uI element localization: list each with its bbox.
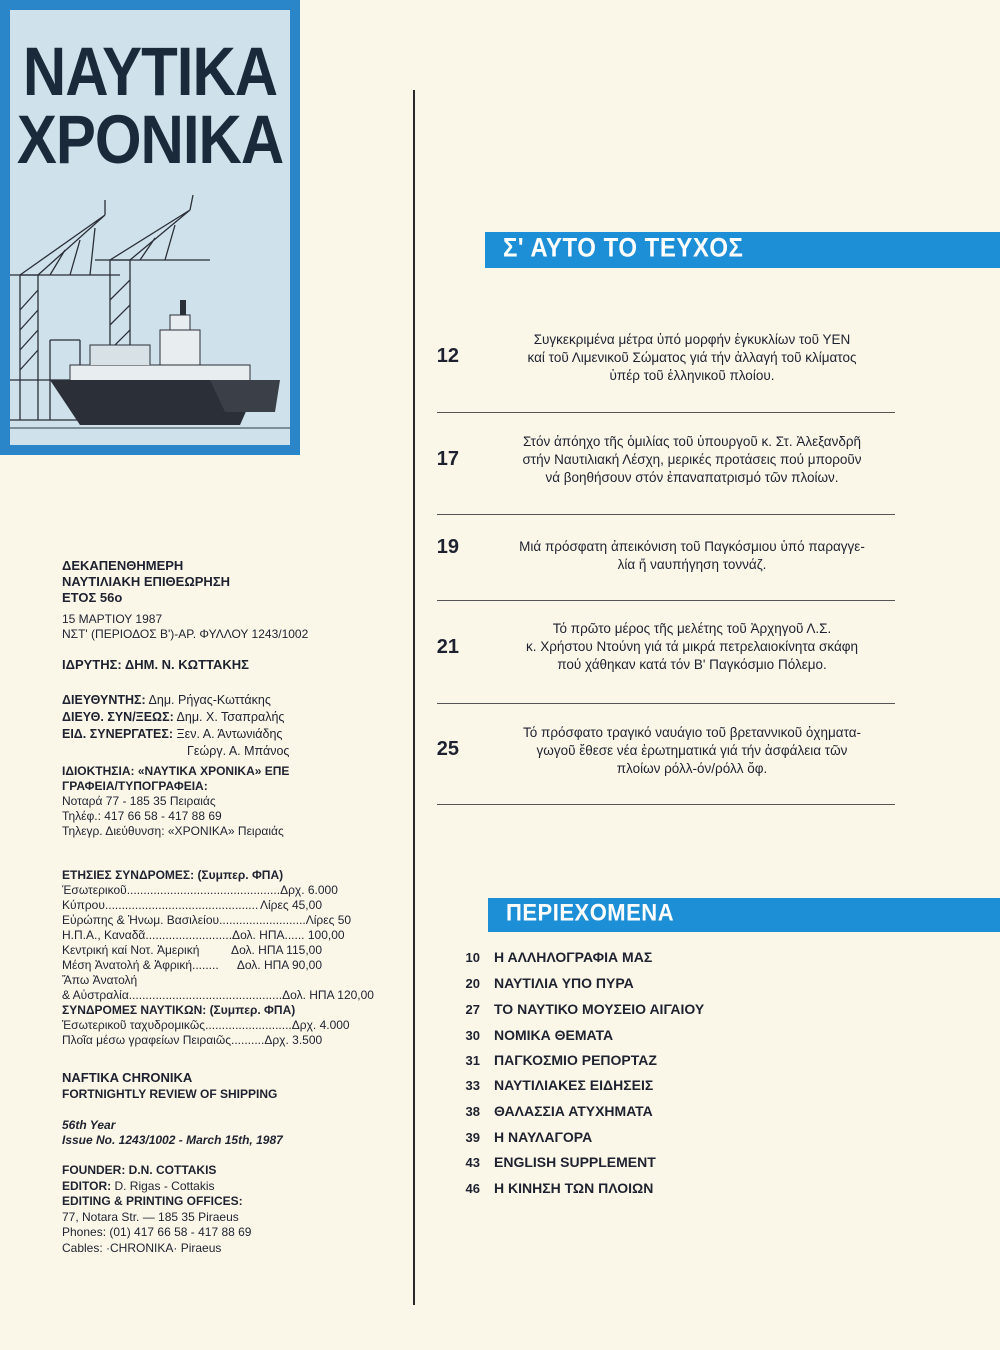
toc-entry: ENGLISH SUPPLEMENT — [494, 1154, 656, 1170]
pub-line: ΔΕΚΑΠΕΝΘΗΜΕΡΗ — [62, 558, 184, 573]
toc-page: 30 — [465, 1028, 480, 1043]
article-page-number: 17 — [436, 448, 459, 470]
issue-number: ΝΣΤ' (ΠΕΡΙΟΔΟΣ Β')-ΑΡ. ΦΥΛΛΟΥ 1243/1002 — [62, 627, 309, 641]
office-cable: Τηλεγρ. Διεύθυνση: «ΧΡΟΝΙΚΑ» Πειραιάς — [62, 824, 284, 838]
masthead-cover — [0, 0, 300, 455]
toc-page: 27 — [465, 1002, 480, 1017]
subs-row: Εὐρώπης & Ἡνωμ. Βασιλείου .......................... Λίρες 50 — [62, 913, 352, 927]
article-rule — [437, 703, 895, 704]
article-rule — [437, 600, 895, 601]
subscriptions-block — [62, 868, 374, 1048]
toc-page: 33 — [465, 1078, 480, 1093]
en-offices: EDITING & PRINTING OFFICES: — [62, 1194, 243, 1208]
subs-row: Ἄπω Ἀνατολή — [62, 973, 138, 987]
founder-line: ΙΔΡΥΤΗΣ: ΔΗΜ. Ν. ΚΩΤΤΑΚΗΣ — [62, 657, 249, 672]
article-summary: Τό πρόσφατο τραγικό ναυάγιο τοῦ βρεταννικοῦ ὀχηματα- γωγοῦ ἔθεσε νέα ἐρωτηματικά γιά τήν ἀσφάλεια τῶν πλοίων ρόλλ-όν/ρόλλ ὄφ. — [522, 725, 862, 776]
article-page-number: 12 — [436, 345, 459, 367]
toc-page: 38 — [465, 1104, 480, 1119]
en-credits-block — [62, 1163, 362, 1256]
en-founder: FOUNDER: D.N. COTTAKIS — [62, 1163, 217, 1177]
en-cables: Cables: ·CHRONIKA· Piraeus — [62, 1240, 222, 1255]
subs-row: Μέση Ἀνατολή & Ἀφρική ........ Δολ. ΗΠΑ 90,00 — [62, 958, 322, 972]
staff-row: Γεώργ. Α. Μπάνος — [187, 744, 290, 758]
toc-entry: ΝΑΥΤΙΛΙΑ ΥΠΟ ΠΥΡΑ — [494, 975, 634, 991]
contents-banner — [488, 898, 1000, 932]
en-editor-row: EDITOR: D. Rigas - Cottakis — [62, 1178, 215, 1193]
issue-banner — [485, 232, 1000, 268]
en-phones: Phones: (01) 417 66 58 - 417 88 69 — [62, 1225, 252, 1239]
article-summary: Συγκεκριμένα μέτρα ὑπό μορφήν ἐγκυκλίων τοῦ ΥΕΝ καί τοῦ Λιμενικοῦ Σώματος γιά τήν ἀλλαγή τοῦ κλίματος ὑπέρ τοῦ ἑλληνικοῦ πλοίου. — [527, 332, 857, 383]
article-rule — [437, 804, 895, 805]
offices-title: ΓΡΑΦΕΙΑ/ΤΥΠΟΓΡΑΦΕΙΑ: — [62, 779, 208, 793]
masthead-title-line1: ΝΑΥΤΙΚΑ — [22, 32, 278, 110]
article-page-number: 21 — [436, 636, 459, 658]
staff-row: ΔΙΕΥΘΥΝΤΗΣ: Δημ. Ρήγας-Κωττάκης — [62, 693, 271, 707]
toc-entry: ΤΟ ΝΑΥΤΙΚΟ ΜΟΥΣΕΙΟ ΑΙΓΑΙΟΥ — [494, 1001, 705, 1017]
issue-date: 15 ΜΑΡΤΙΟΥ 1987 — [62, 612, 163, 626]
issue-banner-title: Σ' ΑΥΤΟ ΤΟ ΤΕΥΧΟΣ — [503, 233, 744, 264]
toc-page: 39 — [465, 1130, 480, 1145]
en-issue-block — [62, 1118, 362, 1148]
pub-line: ΝΑΥΤΙΛΙΑΚΗ ΕΠΙΘΕΩΡΗΣΗ — [62, 574, 231, 589]
article-summary: Τό πρῶτο μέρος τῆς μελέτης τοῦ Ἀρχηγοῦ Λ.Σ. κ. Χρήστου Ντούνη γιά τά μικρά πετρελαιοκίνητα σκάφη πού χάθηκαν κατά τόν Β' Παγκόσμιο Πόλεμο. — [525, 621, 859, 672]
article-rule — [437, 412, 895, 413]
article-summary: Στόν ἀπόηχο τῆς ὁμιλίας τοῦ ὑπουργοῦ κ. Στ. Ἀλεξανδρῆ στήν Ναυτιλιακή Λέσχη, μερικές προτάσεις πού μποροῦν νά βοηθήσουν στόν ἐπαναπατρισμό τῶν πλοίων. — [522, 434, 862, 485]
staff-block — [62, 692, 362, 760]
port-ship-illustration — [10, 180, 290, 445]
subs-title: ΕΤΗΣΙΕΣ ΣΥΝΔΡΟΜΕΣ: (Συμπερ. ΦΠΑ) — [62, 868, 284, 882]
column-divider — [413, 90, 415, 1305]
article-page-number: 25 — [436, 738, 459, 760]
office-phone: Τηλέφ.: 417 66 58 - 417 88 69 — [62, 809, 222, 823]
en-subtitle: FORTNIGHTLY REVIEW OF SHIPPING — [62, 1087, 278, 1101]
office-address: Νοταρά 77 - 185 35 Πειραιάς — [62, 794, 216, 808]
toc-page: 31 — [465, 1053, 480, 1068]
subs-row: Η.Π.Α., Καναδᾶ .......................... Δολ. ΗΠΑ...... 100,00 — [62, 928, 345, 942]
sea-subs-title: ΣΥΝΔΡΟΜΕΣ ΝΑΥΤΙΚΩΝ: (Συμπερ. ΦΠΑ) — [62, 1003, 296, 1017]
issue-date-block — [62, 612, 362, 642]
toc-entry: Η ΑΛΛΗΛΟΓΡΑΦΙΑ ΜΑΣ — [494, 949, 653, 965]
toc-page: 46 — [465, 1181, 480, 1196]
toc-entry: ΝΟΜΙΚΑ ΘΕΜΑΤΑ — [494, 1027, 614, 1043]
article-summary: Μιά πρόσφατη ἀπεικόνιση τοῦ Παγκόσμιου ὑπό παραγγε- λία ἤ ναυπήγηση τοννάζ. — [519, 539, 865, 572]
english-block — [62, 1070, 362, 1102]
masthead-panel — [10, 10, 290, 445]
toc-entry: Η ΚΙΝΗΣΗ ΤΩΝ ΠΛΟΙΩΝ — [494, 1180, 654, 1196]
toc-page: 43 — [465, 1155, 480, 1170]
en-issue: Issue No. 1243/1002 - March 15th, 1987 — [62, 1133, 283, 1147]
en-year: 56th Year — [62, 1118, 116, 1132]
subs-row: Κεντρική καί Νοτ. Ἀμερική Δολ. ΗΠΑ 115,00 — [62, 943, 322, 957]
toc-entry: ΘΑΛΑΣΣΙΑ ΑΤΥΧΗΜΑΤΑ — [494, 1103, 653, 1119]
en-title: NAFTIKA CHRONIKA — [62, 1070, 193, 1085]
toc-entry: Η ΝΑΥΛΑΓΟΡΑ — [494, 1129, 593, 1145]
en-address: 77, Notara Str. — 185 35 Piraeus — [62, 1209, 239, 1224]
owner-line: ΙΔΙΟΚΤΗΣΙΑ: «ΝΑΥΤΙΚΑ ΧΡΟΝΙΚΑ» ΕΠΕ — [62, 764, 290, 778]
toc-page: 10 — [465, 950, 480, 965]
subs-row: Έσωτερικοῦ .............................................. Δρχ. 6.000 — [62, 883, 338, 897]
article-rule — [437, 514, 895, 515]
sea-subs-row: Πλοῖα μέσω γραφείων Πειραιῶς .......... Δρχ. 3.500 — [62, 1033, 323, 1047]
contents-banner-title: ΠΕΡΙΕΧΟΜΕΝΑ — [506, 898, 675, 927]
offices-block — [62, 764, 362, 839]
staff-row: ΔΙΕΥΘ. ΣΥΝ/ΞΕΩΣ: Δημ. Χ. Τσαπραλής — [62, 710, 285, 724]
staff-row: ΕΙΔ. ΣΥΝΕΡΓΑΤΕΣ: Ξεν. Α. Άντωνιάδης — [62, 727, 283, 741]
subs-row: & Αὐστραλία .............................................. Δολ. ΗΠΑ 120,00 — [62, 988, 374, 1002]
masthead-title-line2: ΧΡΟΝΙΚΑ — [16, 100, 284, 178]
publication-info — [62, 558, 362, 606]
article-page-number: 19 — [436, 536, 459, 558]
sea-subs-row: Ἐσωτερικοῦ ταχυδρομικῶς .......................... Δρχ. 4.000 — [62, 1018, 350, 1032]
toc-entry: ΝΑΥΤΙΛΙΑΚΕΣ ΕΙΔΗΣΕΙΣ — [494, 1077, 654, 1093]
toc-page: 20 — [465, 976, 480, 991]
pub-line: ΕΤΟΣ 56ο — [62, 590, 123, 605]
subs-row: Κύπρου .............................................. Λίρες 45,00 — [62, 898, 322, 912]
toc-entry: ΠΑΓΚΟΣΜΙΟ ΡΕΠΟΡΤΑΖ — [494, 1052, 657, 1068]
